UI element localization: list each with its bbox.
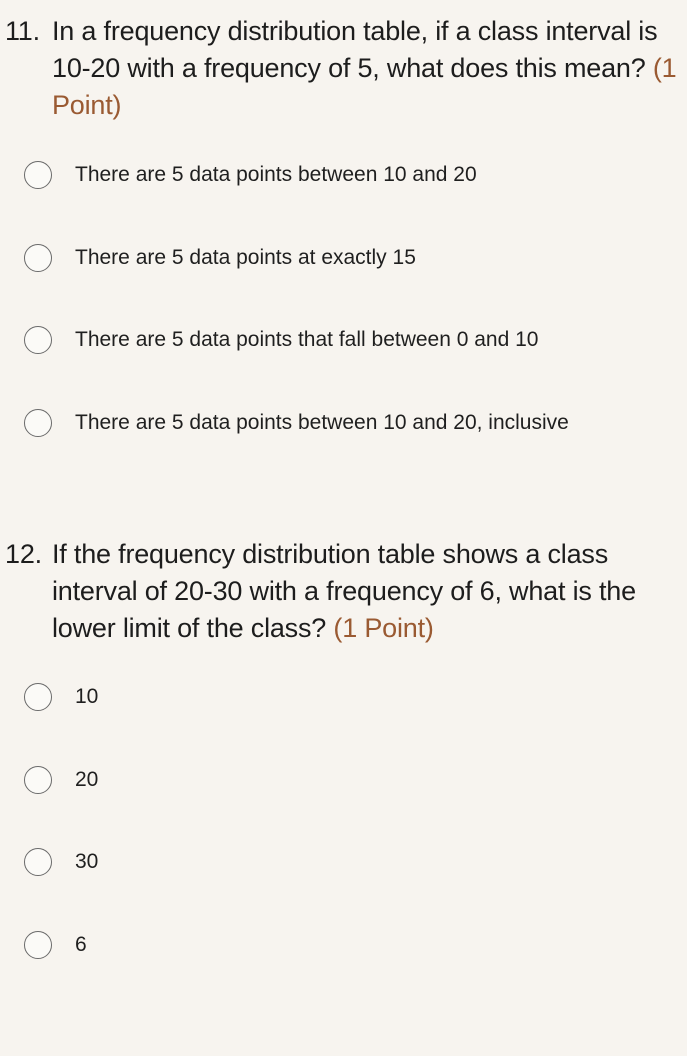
option-label: 6 [75,933,87,956]
question-text: If the frequency distribution table shows a class interval of 20-30 with a frequency of 6, what is the lower limit of the class? [52,539,636,643]
radio-button[interactable] [24,409,52,437]
answer-option[interactable] [24,845,98,879]
option-label: There are 5 data points between 10 and 20, inclusive [75,411,569,434]
option-label: There are 5 data points between 10 and 20 [75,163,477,186]
question-text-block [52,13,677,124]
question-12 [0,536,687,647]
option-label: There are 5 data points that fall between 0 and 10 [75,328,539,351]
question-points: (1 Point) [52,53,677,120]
answer-option[interactable] [24,158,477,192]
radio-button[interactable] [24,244,52,272]
question-text: In a frequency distribution table, if a class interval is 10-20 with a frequency of 5, what does this mean? [52,16,658,83]
answer-option[interactable] [24,406,569,440]
answer-option[interactable] [24,241,416,275]
answer-option[interactable] [24,323,539,357]
question-text-block [52,536,677,647]
radio-button[interactable] [24,161,52,189]
answer-option[interactable] [24,928,87,962]
radio-button[interactable] [24,848,52,876]
radio-button[interactable] [24,931,52,959]
question-header [0,13,687,124]
answer-option[interactable] [24,680,98,714]
option-label: There are 5 data points at exactly 15 [75,246,416,269]
radio-button[interactable] [24,326,52,354]
option-label: 30 [75,850,99,873]
question-number: 11. [5,16,40,46]
question-11 [0,13,687,124]
question-header [0,536,687,647]
option-label: 20 [75,768,99,791]
question-number: 12. [5,539,42,569]
answer-option[interactable] [24,763,98,797]
radio-button[interactable] [24,766,52,794]
option-label: 10 [75,685,99,708]
radio-button[interactable] [24,683,52,711]
question-points: (1 Point) [333,613,434,643]
